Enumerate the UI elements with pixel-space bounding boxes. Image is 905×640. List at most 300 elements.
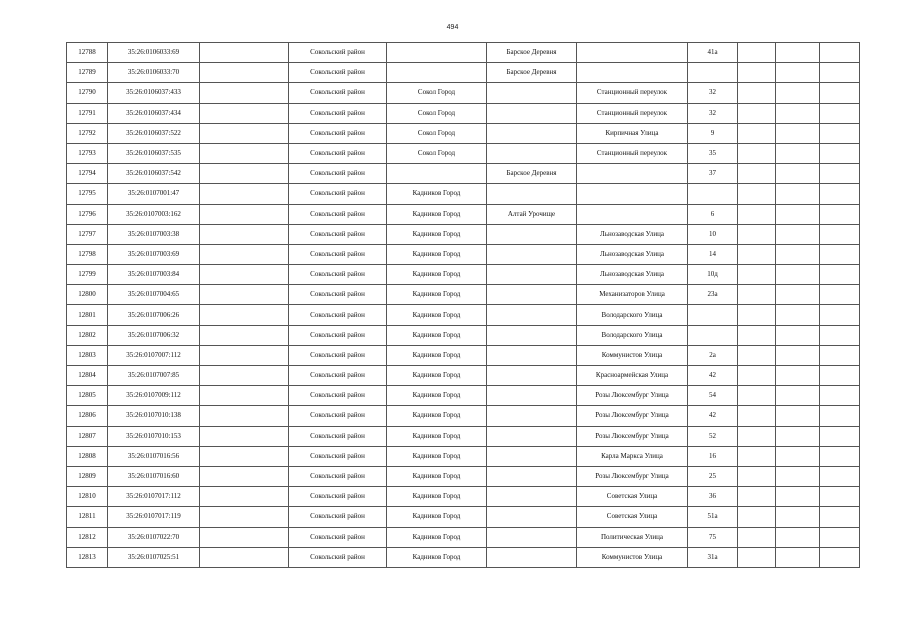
street-cell: Карла Маркса Улица	[577, 446, 688, 466]
row-number-cell: 12795	[67, 184, 108, 204]
row-number-cell: 12788	[67, 43, 108, 63]
table-row	[67, 43, 860, 63]
column-11-cell	[820, 123, 860, 143]
table-row	[67, 487, 860, 507]
city-cell: Кадников Город	[387, 265, 487, 285]
street-cell: Розы Люксембург Улица	[577, 426, 688, 446]
table-row	[67, 265, 860, 285]
row-number-cell: 12789	[67, 63, 108, 83]
row-number-cell: 12801	[67, 305, 108, 325]
house-number-cell: 41а	[688, 43, 738, 63]
column-3-cell	[200, 184, 289, 204]
column-11-cell	[820, 224, 860, 244]
district-cell: Сокольский район	[289, 487, 387, 507]
row-number-cell: 12806	[67, 406, 108, 426]
street-cell: Володарского Улица	[577, 325, 688, 345]
table-row	[67, 386, 860, 406]
district-cell: Сокольский район	[289, 325, 387, 345]
locality-cell	[487, 366, 577, 386]
cadastral-number-cell: 35:26:0107017:112	[108, 487, 200, 507]
locality-cell: Барское Деревня	[487, 63, 577, 83]
locality-cell	[487, 507, 577, 527]
column-11-cell	[820, 285, 860, 305]
street-cell: Розы Люксембург Улица	[577, 386, 688, 406]
column-3-cell	[200, 265, 289, 285]
district-cell: Сокольский район	[289, 103, 387, 123]
house-number-cell: 10	[688, 224, 738, 244]
column-3-cell	[200, 466, 289, 486]
cadastral-number-cell: 35:26:0107010:138	[108, 406, 200, 426]
table-row	[67, 345, 860, 365]
cadastral-number-cell: 35:26:0107004:65	[108, 285, 200, 305]
house-number-cell: 37	[688, 164, 738, 184]
house-number-cell: 75	[688, 527, 738, 547]
table-row	[67, 244, 860, 264]
column-10-cell	[776, 305, 820, 325]
column-9-cell	[738, 325, 776, 345]
district-cell: Сокольский район	[289, 547, 387, 567]
district-cell: Сокольский район	[289, 466, 387, 486]
column-11-cell	[820, 366, 860, 386]
street-cell	[577, 184, 688, 204]
column-11-cell	[820, 466, 860, 486]
district-cell: Сокольский район	[289, 366, 387, 386]
locality-cell	[487, 325, 577, 345]
cadastral-number-cell: 35:26:0107003:84	[108, 265, 200, 285]
table-row	[67, 426, 860, 446]
column-3-cell	[200, 103, 289, 123]
locality-cell	[487, 103, 577, 123]
district-cell: Сокольский район	[289, 345, 387, 365]
city-cell: Кадников Город	[387, 244, 487, 264]
district-cell: Сокольский район	[289, 265, 387, 285]
row-number-cell: 12794	[67, 164, 108, 184]
city-cell: Кадников Город	[387, 426, 487, 446]
column-9-cell	[738, 406, 776, 426]
cadastral-number-cell: 35:26:0107017:119	[108, 507, 200, 527]
street-cell: Коммунистов Улица	[577, 345, 688, 365]
house-number-cell: 42	[688, 366, 738, 386]
column-11-cell	[820, 204, 860, 224]
district-cell: Сокольский район	[289, 285, 387, 305]
city-cell: Кадников Город	[387, 386, 487, 406]
street-cell: Станционный переулок	[577, 83, 688, 103]
column-3-cell	[200, 547, 289, 567]
column-9-cell	[738, 446, 776, 466]
column-3-cell	[200, 43, 289, 63]
cadastral-number-cell: 35:26:0106033:70	[108, 63, 200, 83]
column-10-cell	[776, 345, 820, 365]
street-cell: Розы Люксембург Улица	[577, 406, 688, 426]
row-number-cell: 12796	[67, 204, 108, 224]
column-10-cell	[776, 103, 820, 123]
column-9-cell	[738, 83, 776, 103]
district-cell: Сокольский район	[289, 143, 387, 163]
table-row	[67, 305, 860, 325]
column-9-cell	[738, 426, 776, 446]
table-row	[67, 527, 860, 547]
cadastral-number-cell: 35:26:0107016:60	[108, 466, 200, 486]
table-row	[67, 547, 860, 567]
column-10-cell	[776, 164, 820, 184]
street-cell: Кирпичная Улица	[577, 123, 688, 143]
district-cell: Сокольский район	[289, 63, 387, 83]
house-number-cell: 32	[688, 83, 738, 103]
house-number-cell: 32	[688, 103, 738, 123]
cadastral-number-cell: 35:26:0106037:535	[108, 143, 200, 163]
locality-cell	[487, 305, 577, 325]
row-number-cell: 12790	[67, 83, 108, 103]
cadastral-number-cell: 35:26:0107016:56	[108, 446, 200, 466]
column-9-cell	[738, 244, 776, 264]
city-cell: Кадников Город	[387, 224, 487, 244]
street-cell: Политическая Улица	[577, 527, 688, 547]
column-9-cell	[738, 265, 776, 285]
column-11-cell	[820, 507, 860, 527]
city-cell: Кадников Город	[387, 325, 487, 345]
column-9-cell	[738, 123, 776, 143]
column-9-cell	[738, 466, 776, 486]
table-row	[67, 325, 860, 345]
column-11-cell	[820, 63, 860, 83]
locality-cell: Барское Деревня	[487, 164, 577, 184]
row-number-cell: 12811	[67, 507, 108, 527]
street-cell	[577, 204, 688, 224]
district-cell: Сокольский район	[289, 386, 387, 406]
column-9-cell	[738, 143, 776, 163]
cadastral-number-cell: 35:26:0106037:434	[108, 103, 200, 123]
house-number-cell: 14	[688, 244, 738, 264]
house-number-cell: 52	[688, 426, 738, 446]
street-cell: Льнозаводская Улица	[577, 244, 688, 264]
house-number-cell: 2а	[688, 345, 738, 365]
column-10-cell	[776, 366, 820, 386]
column-11-cell	[820, 527, 860, 547]
column-10-cell	[776, 63, 820, 83]
cadastral-number-cell: 35:26:0107025:51	[108, 547, 200, 567]
column-11-cell	[820, 547, 860, 567]
district-cell: Сокольский район	[289, 43, 387, 63]
column-3-cell	[200, 345, 289, 365]
row-number-cell: 12807	[67, 426, 108, 446]
column-10-cell	[776, 204, 820, 224]
locality-cell	[487, 224, 577, 244]
house-number-cell: 25	[688, 466, 738, 486]
street-cell: Володарского Улица	[577, 305, 688, 325]
district-cell: Сокольский район	[289, 527, 387, 547]
street-cell: Станционный переулок	[577, 103, 688, 123]
column-3-cell	[200, 63, 289, 83]
column-11-cell	[820, 406, 860, 426]
column-9-cell	[738, 204, 776, 224]
column-10-cell	[776, 325, 820, 345]
column-9-cell	[738, 527, 776, 547]
city-cell: Сокол Город	[387, 103, 487, 123]
house-number-cell: 31а	[688, 547, 738, 567]
district-cell: Сокольский район	[289, 164, 387, 184]
row-number-cell: 12810	[67, 487, 108, 507]
district-cell: Сокольский район	[289, 244, 387, 264]
city-cell: Кадников Город	[387, 487, 487, 507]
table-row	[67, 103, 860, 123]
locality-cell	[487, 466, 577, 486]
cadastral-number-cell: 35:26:0107003:162	[108, 204, 200, 224]
table-row	[67, 123, 860, 143]
column-9-cell	[738, 164, 776, 184]
column-3-cell	[200, 83, 289, 103]
district-cell: Сокольский район	[289, 426, 387, 446]
house-number-cell: 54	[688, 386, 738, 406]
column-3-cell	[200, 244, 289, 264]
row-number-cell: 12793	[67, 143, 108, 163]
street-cell: Советская Улица	[577, 507, 688, 527]
city-cell: Сокол Город	[387, 83, 487, 103]
column-9-cell	[738, 386, 776, 406]
column-3-cell	[200, 325, 289, 345]
cadastral-number-cell: 35:26:0107007:85	[108, 366, 200, 386]
district-cell: Сокольский район	[289, 123, 387, 143]
row-number-cell: 12799	[67, 265, 108, 285]
house-number-cell	[688, 63, 738, 83]
cadastral-number-cell: 35:26:0106037:522	[108, 123, 200, 143]
city-cell: Кадников Город	[387, 446, 487, 466]
district-cell: Сокольский район	[289, 507, 387, 527]
house-number-cell: 16	[688, 446, 738, 466]
row-number-cell: 12804	[67, 366, 108, 386]
city-cell: Сокол Город	[387, 143, 487, 163]
house-number-cell: 23а	[688, 285, 738, 305]
column-11-cell	[820, 487, 860, 507]
row-number-cell: 12802	[67, 325, 108, 345]
column-3-cell	[200, 204, 289, 224]
registry-table	[66, 42, 860, 568]
cadastral-number-cell: 35:26:0107003:38	[108, 224, 200, 244]
column-9-cell	[738, 63, 776, 83]
city-cell	[387, 43, 487, 63]
locality-cell	[487, 446, 577, 466]
table-row	[67, 204, 860, 224]
street-cell: Станционный переулок	[577, 143, 688, 163]
registry-table-body	[67, 43, 860, 568]
table-row	[67, 466, 860, 486]
city-cell: Кадников Город	[387, 204, 487, 224]
locality-cell	[487, 143, 577, 163]
column-10-cell	[776, 446, 820, 466]
locality-cell: Барское Деревня	[487, 43, 577, 63]
row-number-cell: 12792	[67, 123, 108, 143]
street-cell: Красноармейская Улица	[577, 366, 688, 386]
column-3-cell	[200, 426, 289, 446]
column-11-cell	[820, 265, 860, 285]
column-10-cell	[776, 466, 820, 486]
column-9-cell	[738, 305, 776, 325]
city-cell: Кадников Город	[387, 406, 487, 426]
house-number-cell: 51а	[688, 507, 738, 527]
street-cell	[577, 164, 688, 184]
column-3-cell	[200, 507, 289, 527]
column-10-cell	[776, 244, 820, 264]
district-cell: Сокольский район	[289, 406, 387, 426]
locality-cell	[487, 123, 577, 143]
table-row	[67, 63, 860, 83]
district-cell: Сокольский район	[289, 305, 387, 325]
row-number-cell: 12798	[67, 244, 108, 264]
column-11-cell	[820, 83, 860, 103]
house-number-cell: 36	[688, 487, 738, 507]
column-3-cell	[200, 366, 289, 386]
column-3-cell	[200, 406, 289, 426]
street-cell: Советская Улица	[577, 487, 688, 507]
locality-cell	[487, 244, 577, 264]
column-3-cell	[200, 487, 289, 507]
locality-cell	[487, 487, 577, 507]
row-number-cell: 12791	[67, 103, 108, 123]
column-11-cell	[820, 325, 860, 345]
row-number-cell: 12805	[67, 386, 108, 406]
column-11-cell	[820, 244, 860, 264]
house-number-cell: 6	[688, 204, 738, 224]
table-row	[67, 83, 860, 103]
house-number-cell: 10д	[688, 265, 738, 285]
row-number-cell: 12797	[67, 224, 108, 244]
column-9-cell	[738, 487, 776, 507]
row-number-cell: 12812	[67, 527, 108, 547]
column-11-cell	[820, 426, 860, 446]
column-9-cell	[738, 43, 776, 63]
cadastral-number-cell: 35:26:0107006:32	[108, 325, 200, 345]
column-10-cell	[776, 547, 820, 567]
house-number-cell: 9	[688, 123, 738, 143]
house-number-cell: 42	[688, 406, 738, 426]
city-cell	[387, 164, 487, 184]
row-number-cell: 12803	[67, 345, 108, 365]
locality-cell	[487, 184, 577, 204]
house-number-cell: 35	[688, 143, 738, 163]
cadastral-number-cell: 35:26:0106033:69	[108, 43, 200, 63]
column-3-cell	[200, 123, 289, 143]
column-10-cell	[776, 224, 820, 244]
table-row	[67, 184, 860, 204]
locality-cell	[487, 406, 577, 426]
cadastral-number-cell: 35:26:0106037:542	[108, 164, 200, 184]
page-number: 494	[446, 24, 459, 31]
column-10-cell	[776, 406, 820, 426]
column-10-cell	[776, 487, 820, 507]
house-number-cell	[688, 305, 738, 325]
city-cell: Кадников Город	[387, 184, 487, 204]
column-10-cell	[776, 143, 820, 163]
column-9-cell	[738, 366, 776, 386]
column-11-cell	[820, 164, 860, 184]
column-10-cell	[776, 527, 820, 547]
column-3-cell	[200, 386, 289, 406]
locality-cell	[487, 426, 577, 446]
locality-cell	[487, 386, 577, 406]
column-10-cell	[776, 43, 820, 63]
table-row	[67, 164, 860, 184]
locality-cell	[487, 527, 577, 547]
table-row	[67, 285, 860, 305]
cadastral-number-cell: 35:26:0107022:70	[108, 527, 200, 547]
column-10-cell	[776, 83, 820, 103]
cadastral-number-cell: 35:26:0107006:26	[108, 305, 200, 325]
locality-cell: Алтай Урочище	[487, 204, 577, 224]
column-9-cell	[738, 547, 776, 567]
street-cell: Механизаторов Улица	[577, 285, 688, 305]
table-row	[67, 143, 860, 163]
city-cell: Кадников Город	[387, 547, 487, 567]
street-cell: Коммунистов Улица	[577, 547, 688, 567]
city-cell	[387, 63, 487, 83]
column-11-cell	[820, 103, 860, 123]
locality-cell	[487, 83, 577, 103]
cadastral-number-cell: 35:26:0107001:47	[108, 184, 200, 204]
district-cell: Сокольский район	[289, 224, 387, 244]
column-10-cell	[776, 426, 820, 446]
column-9-cell	[738, 224, 776, 244]
column-11-cell	[820, 446, 860, 466]
column-9-cell	[738, 285, 776, 305]
column-10-cell	[776, 507, 820, 527]
column-11-cell	[820, 143, 860, 163]
table-row	[67, 366, 860, 386]
house-number-cell	[688, 184, 738, 204]
column-10-cell	[776, 123, 820, 143]
column-10-cell	[776, 285, 820, 305]
street-cell	[577, 43, 688, 63]
column-11-cell	[820, 43, 860, 63]
column-9-cell	[738, 345, 776, 365]
column-11-cell	[820, 305, 860, 325]
city-cell: Кадников Город	[387, 366, 487, 386]
column-3-cell	[200, 164, 289, 184]
column-9-cell	[738, 103, 776, 123]
column-3-cell	[200, 527, 289, 547]
column-10-cell	[776, 386, 820, 406]
house-number-cell	[688, 325, 738, 345]
row-number-cell: 12809	[67, 466, 108, 486]
row-number-cell: 12800	[67, 285, 108, 305]
column-11-cell	[820, 345, 860, 365]
street-cell: Льнозаводская Улица	[577, 224, 688, 244]
column-10-cell	[776, 184, 820, 204]
district-cell: Сокольский район	[289, 83, 387, 103]
column-10-cell	[776, 265, 820, 285]
locality-cell	[487, 265, 577, 285]
column-9-cell	[738, 184, 776, 204]
locality-cell	[487, 345, 577, 365]
column-3-cell	[200, 224, 289, 244]
locality-cell	[487, 285, 577, 305]
street-cell: Розы Люксембург Улица	[577, 466, 688, 486]
cadastral-number-cell: 35:26:0106037:433	[108, 83, 200, 103]
city-cell: Кадников Город	[387, 345, 487, 365]
column-11-cell	[820, 184, 860, 204]
column-11-cell	[820, 386, 860, 406]
table-row	[67, 446, 860, 466]
table-row	[67, 507, 860, 527]
city-cell: Кадников Город	[387, 285, 487, 305]
cadastral-number-cell: 35:26:0107007:112	[108, 345, 200, 365]
city-cell: Кадников Город	[387, 507, 487, 527]
district-cell: Сокольский район	[289, 446, 387, 466]
cadastral-number-cell: 35:26:0107009:112	[108, 386, 200, 406]
row-number-cell: 12808	[67, 446, 108, 466]
column-3-cell	[200, 305, 289, 325]
street-cell	[577, 63, 688, 83]
city-cell: Кадников Город	[387, 305, 487, 325]
cadastral-number-cell: 35:26:0107003:69	[108, 244, 200, 264]
